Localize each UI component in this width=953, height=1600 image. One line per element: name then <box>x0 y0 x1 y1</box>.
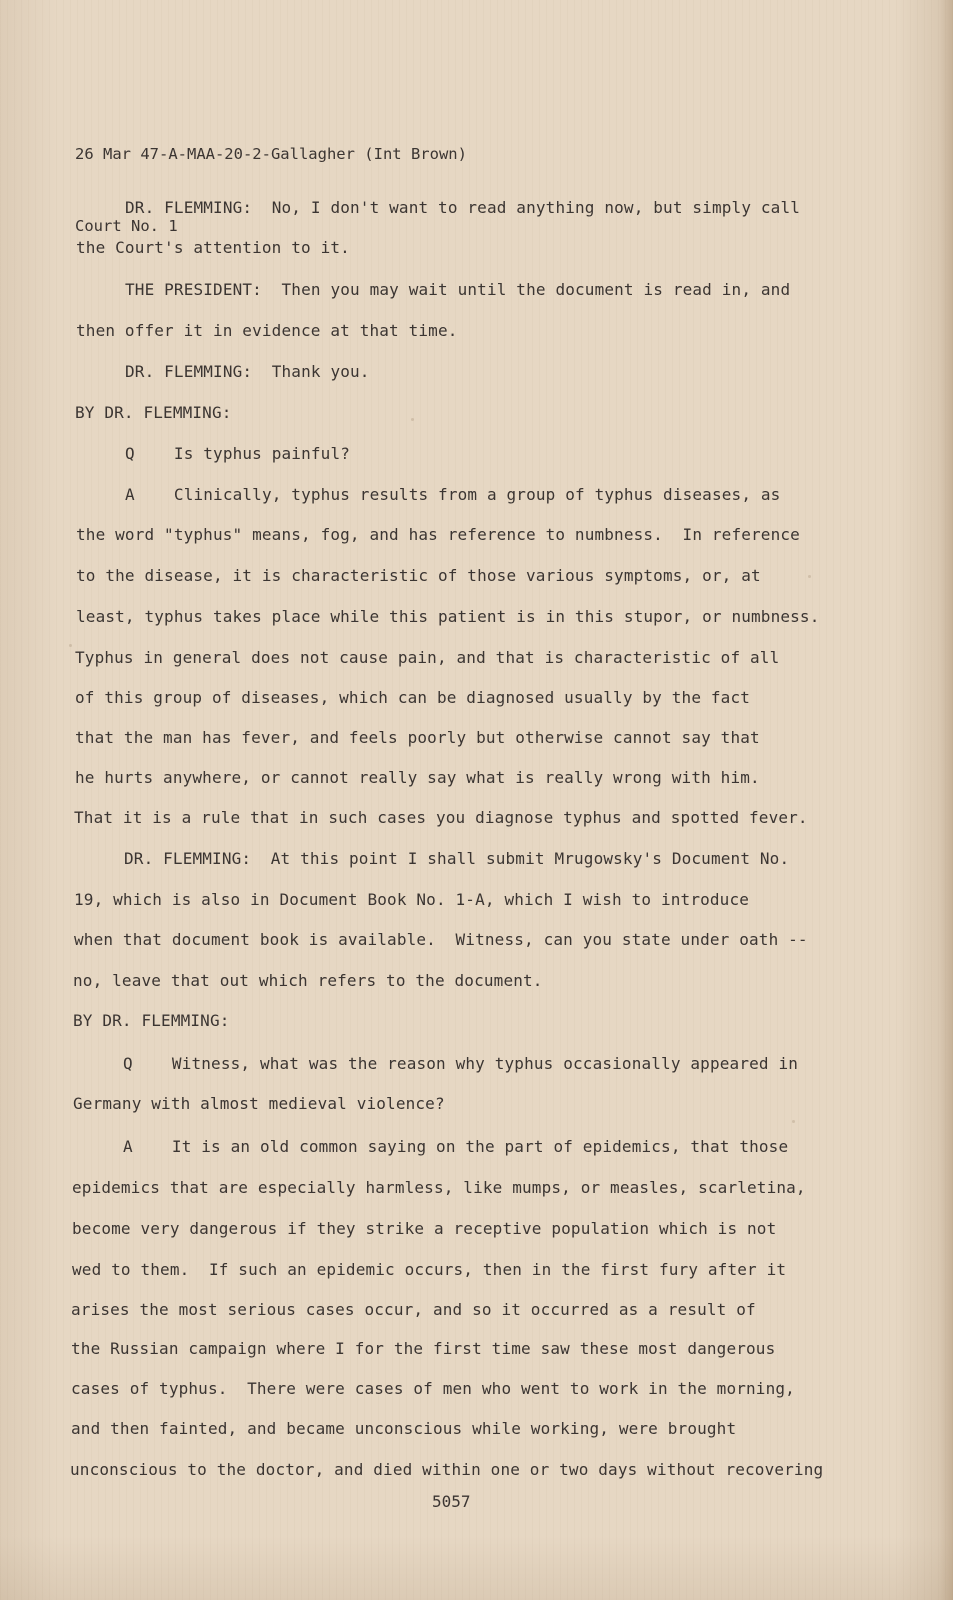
paper-speck <box>69 644 72 647</box>
transcript-line: DR. FLEMMING: At this point I shall submit Mrugowsky's Document No. <box>124 849 790 868</box>
transcript-line: THE PRESIDENT: Then you may wait until the document is read in, and <box>125 280 791 299</box>
transcript-line: the Russian campaign where I for the first time saw these most dangerous <box>71 1339 776 1358</box>
paper-speck <box>792 1120 795 1123</box>
transcript-line: Germany with almost medieval violence? <box>73 1094 445 1113</box>
transcript-line: That it is a rule that in such cases you diagnose typhus and spotted fever. <box>74 808 808 827</box>
transcript-line: that the man has fever, and feels poorly but otherwise cannot say that <box>75 728 760 747</box>
transcript-line: least, typhus takes place while this patient is in this stupor, or numbness. <box>76 607 820 626</box>
transcript-line: he hurts anywhere, or cannot really say what is really wrong with him. <box>75 768 760 787</box>
transcript-line: wed to them. If such an epidemic occurs, then in the first fury after it <box>72 1260 787 1279</box>
paper-speck <box>411 418 414 421</box>
header-court-line: Court No. 1 <box>75 217 178 235</box>
transcript-line: become very dangerous if they strike a receptive population which is not <box>72 1219 777 1238</box>
transcript-line: Q Witness, what was the reason why typhus occasionally appeared in <box>123 1054 799 1073</box>
transcript-line: BY DR. FLEMMING: <box>73 1011 230 1030</box>
transcript-line: of this group of diseases, which can be diagnosed usually by the fact <box>75 688 751 707</box>
transcript-line: DR. FLEMMING: No, I don't want to read anything now, but simply call <box>125 198 801 217</box>
transcript-line: arises the most serious cases occur, and so it occurred as a result of <box>71 1300 756 1319</box>
transcript-line: when that document book is available. Witness, can you state under oath -- <box>74 930 808 949</box>
transcript-line: no, leave that out which refers to the document. <box>73 971 543 990</box>
paper-speck <box>808 575 811 578</box>
transcript-line: BY DR. FLEMMING: <box>75 403 232 422</box>
transcript-line: A Clinically, typhus results from a group of typhus diseases, as <box>125 485 781 504</box>
transcript-line: A It is an old common saying on the part of epidemics, that those <box>123 1137 789 1156</box>
transcript-line: cases of typhus. There were cases of men who went to work in the morning, <box>71 1379 795 1398</box>
transcript-line: unconscious to the doctor, and died within one or two days without recovering <box>70 1460 824 1479</box>
transcript-line: 19, which is also in Document Book No. 1-A, which I wish to introduce <box>74 890 750 909</box>
transcript-line: the Court's attention to it. <box>76 238 350 257</box>
transcript-line: DR. FLEMMING: Thank you. <box>125 362 370 381</box>
header-reference-line: 26 Mar 47-A-MAA-20-2-Gallagher (Int Brown) <box>75 145 467 163</box>
transcript-line: Typhus in general does not cause pain, and that is characteristic of all <box>75 648 780 667</box>
transcript-line: and then fainted, and became unconscious while working, were brought <box>71 1419 737 1438</box>
transcript-line: to the disease, it is characteristic of those various symptoms, or, at <box>76 566 761 585</box>
transcript-line: then offer it in evidence at that time. <box>76 321 458 340</box>
transcript-line: the word "typhus" means, fog, and has reference to numbness. In reference <box>76 525 800 544</box>
transcript-line: Q Is typhus painful? <box>125 444 351 463</box>
transcript-line: epidemics that are especially harmless, like mumps, or measles, scarletina, <box>72 1178 806 1197</box>
page-number: 5057 <box>432 1492 471 1511</box>
